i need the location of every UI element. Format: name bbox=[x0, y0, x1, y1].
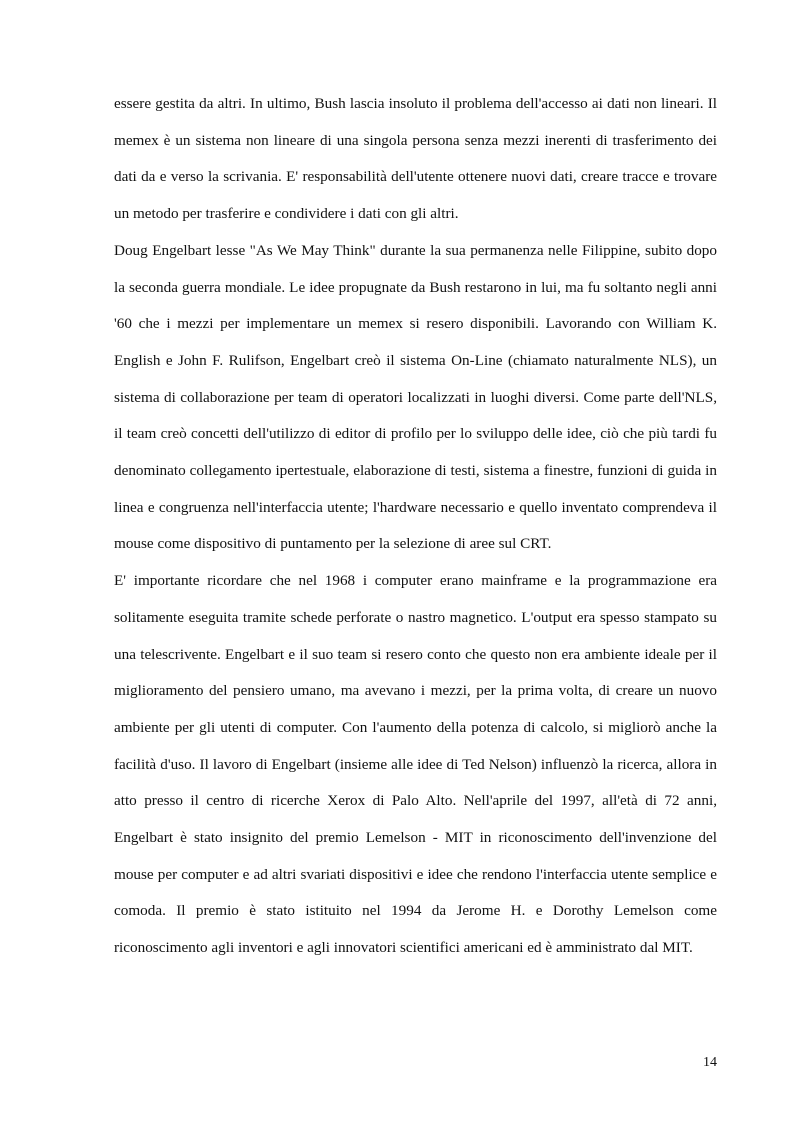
paragraph-bush-memex: essere gestita da altri. In ultimo, Bush lascia insoluto il problema dell'accesso ai dati non lineari. Il memex è un sistema non lineare di una singola persona senza mezzi inerenti di trasferimento dei dati da e verso la scrivania. E' responsabilità dell'utente ottenere nuovi dati, creare tracce e trovare un metodo per trasferire e condividere i dati con gli altri. bbox=[114, 95, 717, 223]
paragraph-engelbart-nls: Doug Engelbart lesse "As We May Think" durante la sua permanenza nelle Filippine, subito dopo la seconda guerra mondiale. Le idee propugnate da Bush restarono in lui, ma fu soltanto negli anni '60 che i mezzi per implementare un memex si resero disponibili. Lavorando con William K. English e John F. Rulifson, Engelbart creò il sistema On-Line (chiamato naturalmente NLS), un sistema di collaborazione per team di operatori localizzati in luoghi diversi. Come parte dell'NLS, il team creò concetti dell'utilizzo di editor di profilo per lo sviluppo delle idee, ciò che più tardi fu denominato collegamento ipertestuale, elaborazione di testi, sistema a finestre, funzioni di guida in linea e congruenza nell'interfaccia utente; l'hardware necessario e quello inventato comprendeva il mouse come dispositivo di puntamento per la selezione di aree sul CRT. bbox=[114, 241, 717, 553]
page-number: 14 bbox=[703, 1055, 717, 1070]
document-body bbox=[114, 86, 717, 967]
paragraph-mainframe-1968: E' importante ricordare che nel 1968 i computer erano mainframe e la programmazione era solitamente eseguita tramite schede perforate o nastro magnetico. L'output era spesso stampato su una telescrivente. Engelbart e il suo team si resero conto che questo non era ambiente ideale per il miglioramento del pensiero umano, ma avevano i mezzi, per la prima volta, di creare un nuovo ambiente per gli utenti di computer. Con l'aumento della potenza di calcolo, si migliorò anche la facilità d'uso. Il lavoro di Engelbart (insieme alle idee di Ted Nelson) influenzò la ricerca, allora in atto presso il centro di ricerche Xerox di Palo Alto. Nell'aprile del 1997, all'età di 72 anni, Engelbart è stato insignito del premio Lemelson - MIT in riconoscimento dell'invenzione del mouse per computer e ad altri svariati dispositivi e idee che rendono l'interfaccia utente semplice e comoda. Il premio è stato istituito nel 1994 da Jerome H. e Dorothy Lemelson come riconoscimento agli inventori e agli innovatori scientifici americani ed è amministrato dal MIT. bbox=[114, 572, 717, 957]
